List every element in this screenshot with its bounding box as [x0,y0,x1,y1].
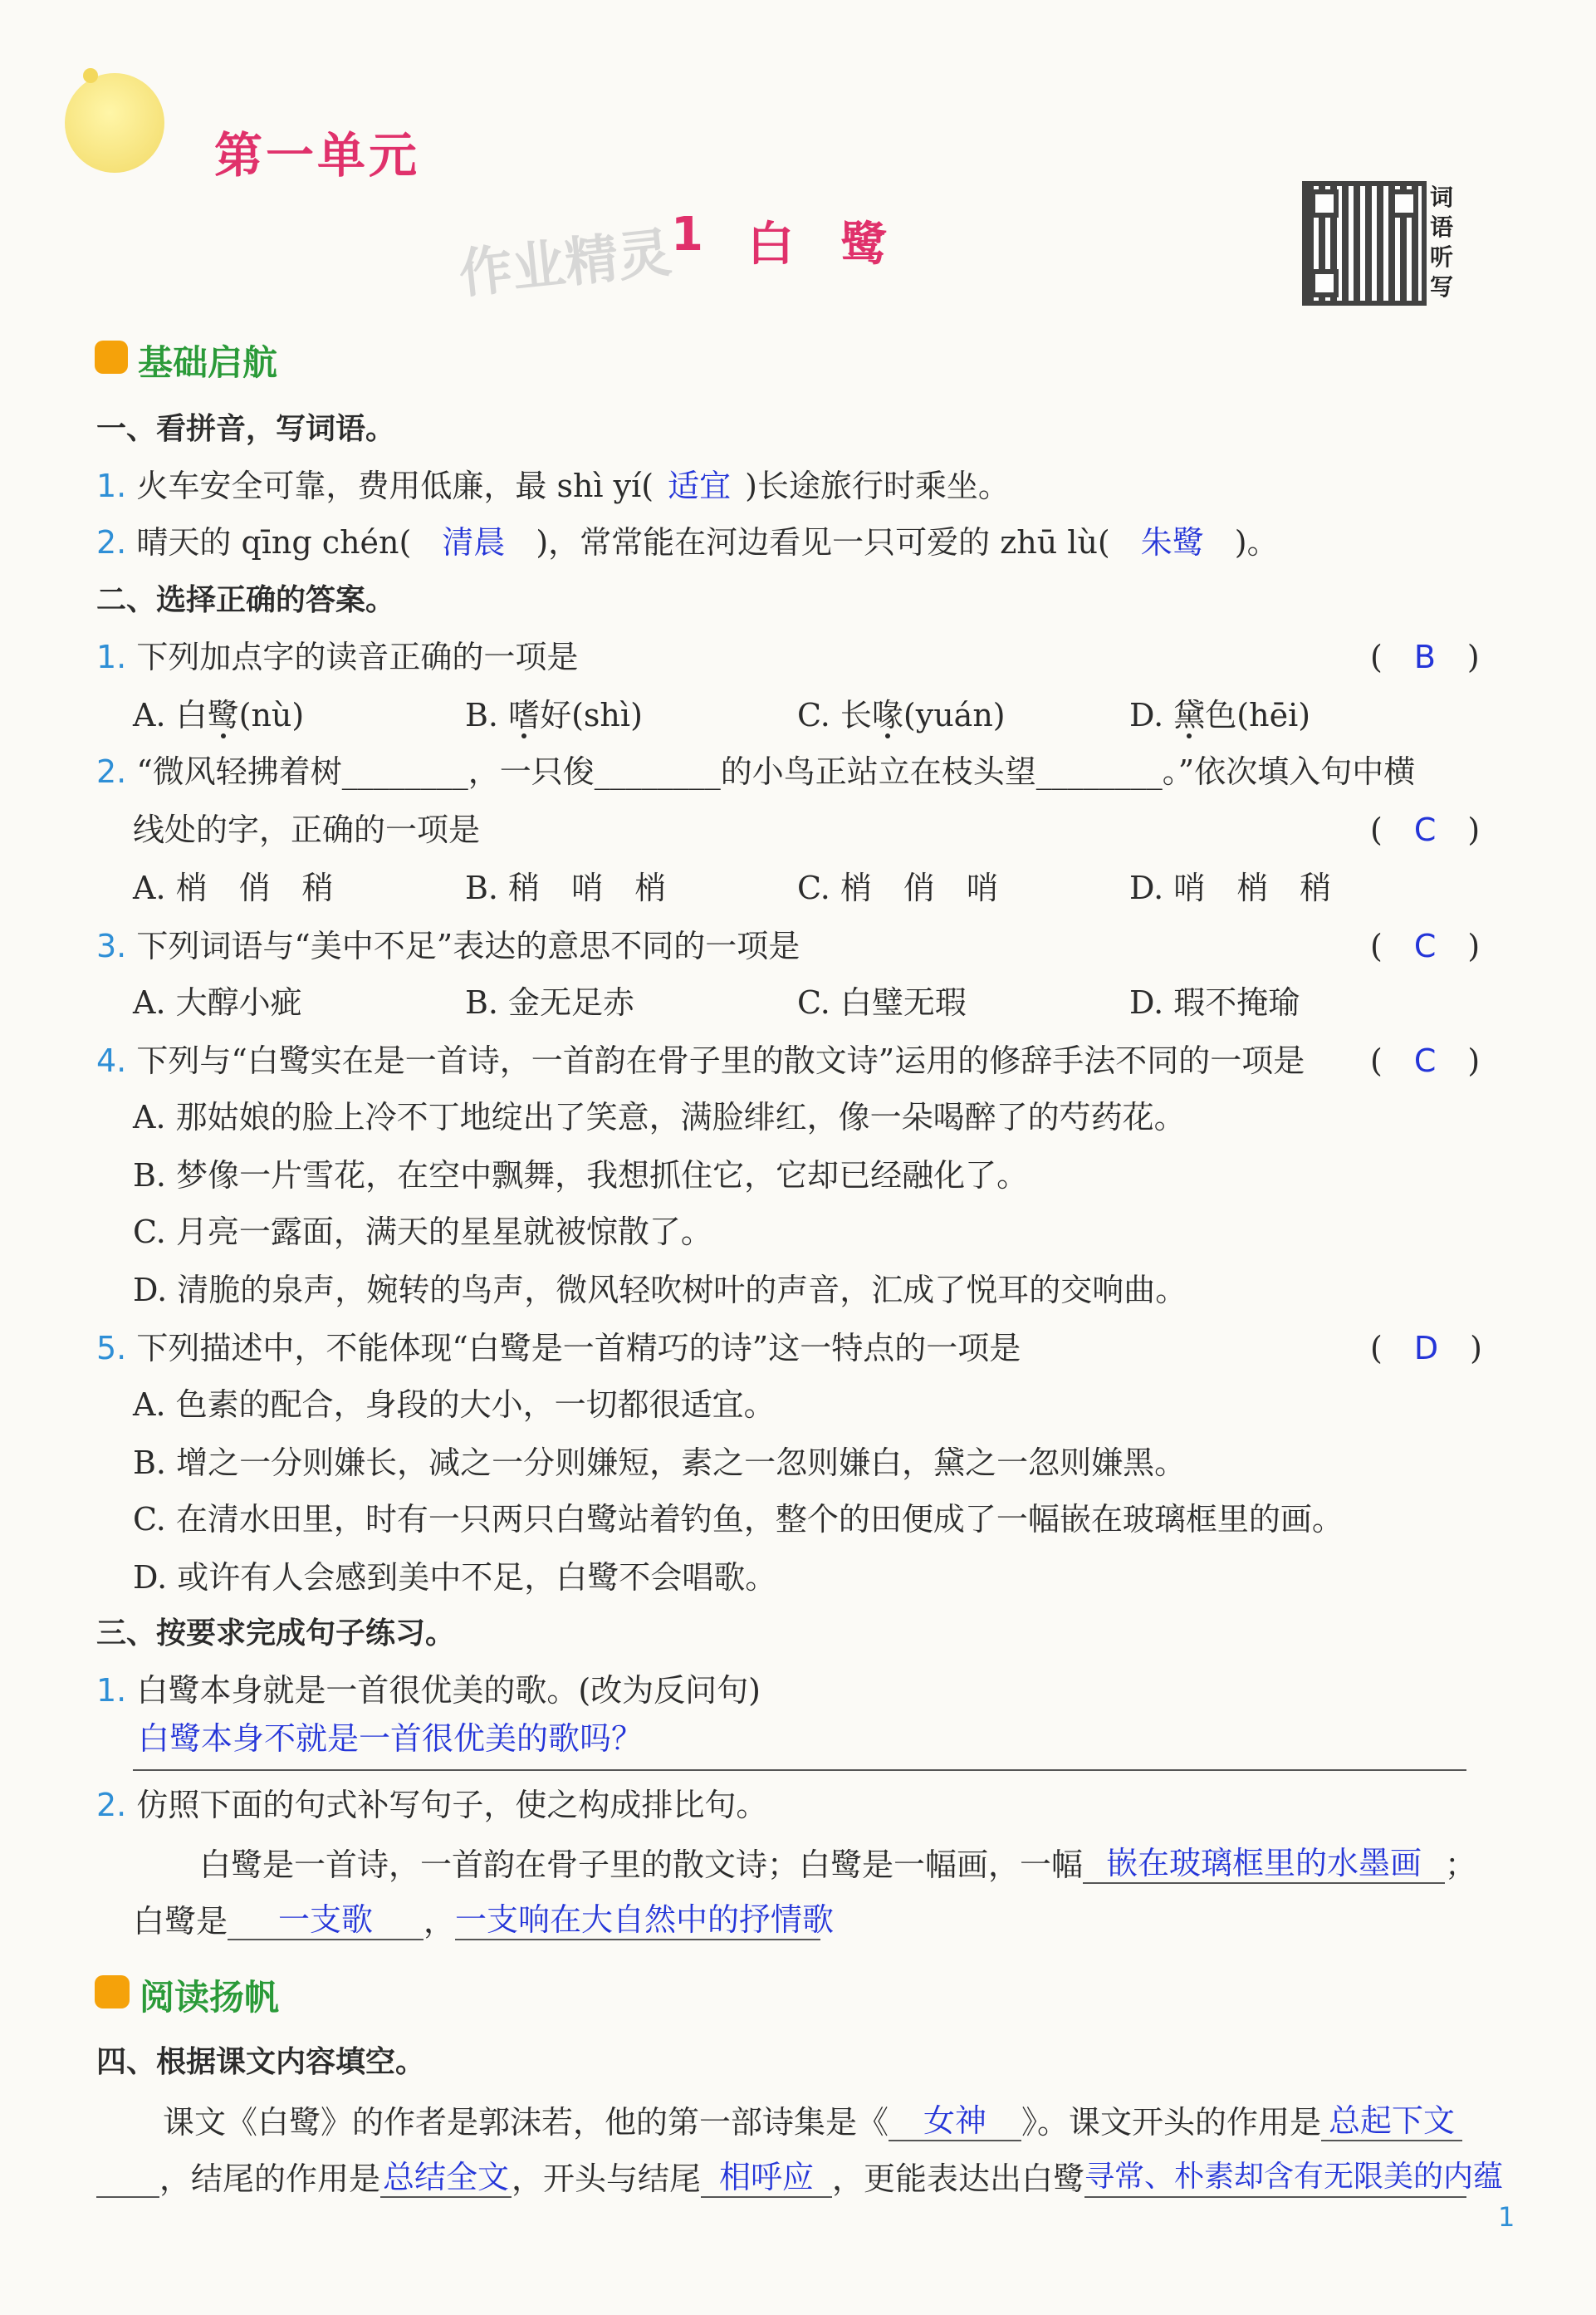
qr-caption-char: 听 [1430,243,1454,271]
answer: 朱鹭 [1140,524,1204,561]
answer: 一支响在大自然中的抒情歌 [455,1901,820,1940]
option: D. 哨 梢 稍 [1129,870,1332,906]
question-text: 下列与“白鹭实在是一首诗，一首韵在骨子里的散文诗”运用的修辞手法不同的一项是 [136,1042,1305,1079]
option: C. 白璧无瑕 [797,984,967,1021]
option: C. 月亮一露面，满天的星星就被惊散了。 [133,1214,712,1250]
answer: 一支歌 [228,1901,423,1940]
basic-section-title: 基础启航 [138,342,278,383]
qr-caption-char: 词 [1430,184,1454,211]
part2-q3 [96,927,800,965]
question-number: 2. [96,1787,127,1823]
option: D. 瑕不掩瑜 [1129,984,1300,1021]
part1-q2 [96,523,1279,562]
punct: ； [1445,1847,1477,1883]
answer: D [1413,1330,1439,1366]
option: B. 嗜好(shì) [465,697,643,733]
part2-heading: 二、选择正确的答案。 [96,583,396,617]
question-text: 》。课文开头的作用是 [1021,2104,1322,2141]
part3-q2-line1 [199,1844,1476,1884]
part1-q1 [96,467,1010,505]
question-text: 火车安全可靠，费用低廉，最 shì yí( [136,468,654,504]
option: C. 在清水田里，时有一只两只白鹭站着钓鱼，整个的田便成了一幅嵌在玻璃框里的画。 [133,1501,1344,1538]
unit-badge-stem [83,68,98,83]
answer: 适宜 [668,468,732,504]
question-number: 1. [96,468,127,504]
answer: 清晨 [442,524,506,561]
part3-q2 [96,1786,767,1824]
read-section-icon [95,1975,130,2008]
unit-badge-icon [65,73,164,173]
question-text: ，结尾的作用是 [159,2161,381,2197]
answer: 相呼应 [701,2158,832,2198]
option: C. 长喙(yuán) [797,697,1006,733]
part2-q2 [96,753,1415,791]
answer: C [1413,928,1437,964]
part4-line2 [96,2158,1504,2198]
part4-heading: 四、根据课文内容填空。 [96,2045,426,2079]
answer: 总结全文 [380,2158,512,2198]
answer: 女神 [889,2102,1021,2141]
option: A. 色素的配合，身段的大小，一切都很适宜。 [133,1386,776,1423]
option: D. 黛色(hēi) [1129,697,1311,733]
part2-q4 [96,1042,1305,1080]
answer: C [1413,812,1437,848]
part2-q1-answer: ( B ) [1370,639,1480,675]
answer: 白鹭本身不就是一首很优美的歌吗？ [138,1720,644,1757]
answer: 寻常、朴素却含有无限美的内蕴 [1084,2158,1466,2198]
part2-q2-line2: 线处的字，正确的一项是 [133,812,481,848]
question-text: 下列加点字的读音正确的一项是 [136,639,579,675]
option: A. 梢 俏 稍 [133,870,334,906]
question-text: 下列描述中，不能体现“白鹭是一首精巧的诗”这一特点的一项是 [136,1330,1021,1366]
question-text: 白鹭本身就是一首很优美的歌。(改为反问句) [136,1672,761,1709]
question-number: 2. [96,753,127,790]
part2-q1 [96,638,578,676]
watermark: 作业精灵 [456,222,674,307]
basic-section-icon [95,341,128,374]
unit-title: 第一单元 [214,127,421,184]
question-text: )，常常能在河边看见一只可爱的 zhū lù( [536,524,1110,561]
answer-line [133,1769,1466,1771]
read-section-title: 阅读扬帆 [140,1977,280,2018]
question-text: ，更能表达出白鹭 [832,2161,1085,2197]
option: D. 清脆的泉声，婉转的鸟声，微风轻吹树叶的声音，汇成了悦耳的交响曲。 [133,1272,1187,1308]
part1-heading: 一、看拼音，写词语。 [96,412,396,446]
answer: 总起下文 [1321,2102,1462,2141]
question-number: 5. [96,1330,127,1366]
option: B. 稍 哨 梢 [465,870,667,906]
option: C. 梢 俏 哨 [797,870,998,906]
option: A. 那姑娘的脸上冷不丁地绽出了笑意，满脸绯红，像一朵喝醉了的芍药花。 [133,1099,1186,1135]
question-text: 白鹭是一首诗，一首韵在骨子里的散文诗；白鹭是一幅画，一幅 [199,1847,1084,1883]
question-number: 4. [96,1042,127,1079]
qr-caption-char: 语 [1430,213,1454,241]
question-number: 1. [96,1672,127,1709]
punct: ， [423,1903,456,1940]
lesson-number: 1 [671,208,703,262]
part3-heading: 三、按要求完成句子练习。 [96,1616,456,1650]
part3-q1 [96,1671,761,1709]
question-text: 课文《白鹭》的作者是郭沫若，他的第一部诗集是《 [163,2104,889,2141]
part2-q3-answer: ( C ) [1370,928,1481,964]
question-text: )长途旅行时乘坐。 [745,468,1010,504]
part3-q2-line2 [133,1901,835,1940]
option: A. 大醇小疵 [133,984,302,1021]
question-text: )。 [1234,524,1279,561]
qr-caption-char: 写 [1430,273,1454,301]
question-text: 下列词语与“美中不足”表达的意思不同的一项是 [136,928,800,964]
part2-q5-answer: ( D ) [1370,1330,1482,1366]
option: B. 金无足赤 [465,984,635,1021]
option: D. 或许有人会感到美中不足，白鹭不会唱歌。 [133,1559,777,1596]
qr-code[interactable] [1302,181,1427,306]
part2-q5 [96,1329,1021,1367]
question-text: “微风轻拂着树________，一只俊________的小鸟正站立在枝头望________。”依次填入句中横 [136,753,1416,790]
part4-line1 [163,2102,1462,2141]
lesson-title: 白 鹭 [747,218,887,272]
option: A. 白鹭(nù) [133,697,305,733]
answer: B [1413,639,1436,675]
question-number: 1. [96,639,127,675]
answer: C [1413,1042,1437,1079]
qr-caption [1430,183,1458,302]
question-text: 白鹭是 [133,1903,228,1940]
page-number: 1 [1498,2201,1515,2233]
blank-line [96,2158,159,2198]
option: B. 增之一分则嫌长，减之一分则嫌短，素之一忽则嫌白，黛之一忽则嫌黑。 [133,1444,1187,1481]
question-text: 晴天的 qīng chén( [136,524,412,561]
option: B. 梦像一片雪花，在空中飘舞，我想抓住它，它却已经融化了。 [133,1157,1029,1194]
question-text: 仿照下面的句式补写句子，使之构成排比句。 [136,1787,768,1823]
question-text: ，开头与结尾 [512,2161,702,2197]
part2-q2-answer: ( C ) [1370,812,1481,848]
answer: 嵌在玻璃框里的水墨画 [1083,1844,1445,1884]
question-number: 2. [96,524,127,561]
part2-q4-answer: ( C ) [1370,1042,1481,1079]
question-number: 3. [96,928,127,964]
